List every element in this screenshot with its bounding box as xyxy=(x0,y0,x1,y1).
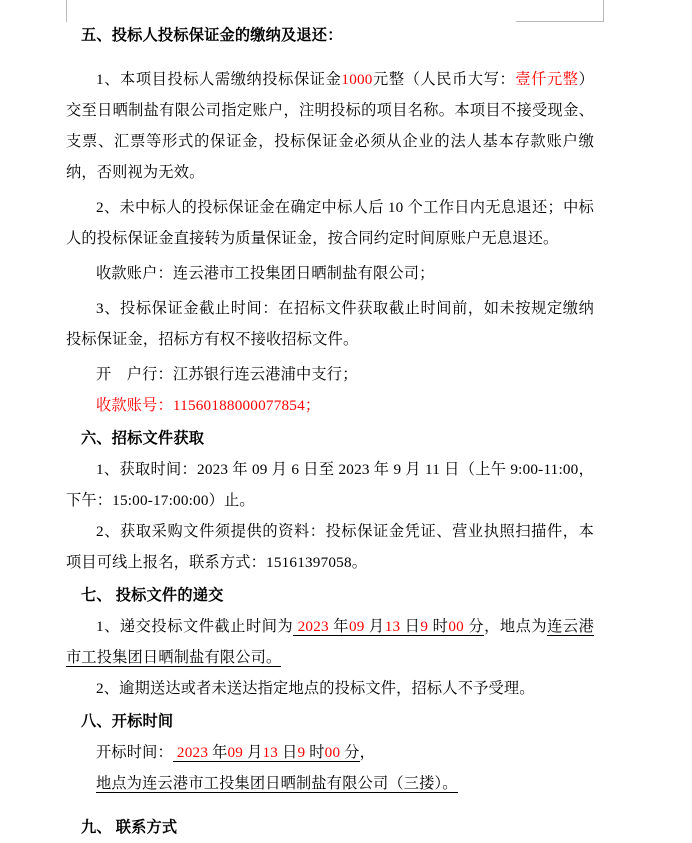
para-5-1 xyxy=(66,64,594,188)
para-6-1: 1、获取时间：2023 年 09 月 6 日至 2023 年 9 月 11 日（上午 9:00-11:00，下午：15:00-17:00:00）止。 xyxy=(66,461,594,509)
label-day: 日 xyxy=(404,618,421,635)
para-5-bank-branch: 开 户行：江苏银行连云港浦中支行； xyxy=(96,366,358,383)
submission-deadline-hour: 9 xyxy=(420,618,433,635)
section-nine-heading: 九、 联系方式 xyxy=(81,819,178,836)
section-seven-heading: 七、 投标文件的递交 xyxy=(81,587,224,604)
label-month-2: 月 xyxy=(247,744,263,761)
label-hour-2: 时 xyxy=(309,744,325,761)
section-eight-heading: 八、开标时间 xyxy=(81,713,174,730)
submission-deadline-year: 2023 xyxy=(293,618,334,635)
para-5-1-seg-0: 1、本项目投标人需缴纳投标保证金 xyxy=(96,71,342,88)
opening-time-hour: 9 xyxy=(297,744,310,761)
para-8-1-seg-11: ， xyxy=(359,744,376,761)
submission-deadline-month: 09 xyxy=(348,618,369,635)
para-7-2: 2、逾期送达或者未送达指定地点的投标文件，招标人不予受理。 xyxy=(96,680,535,697)
submission-deadline-day: 13 xyxy=(384,618,405,635)
label-minute: 分 xyxy=(468,618,485,635)
bid-bond-amount-words: 壹仟元整 xyxy=(515,71,579,88)
opening-time-day: 13 xyxy=(262,744,283,761)
document-body xyxy=(66,18,594,843)
opening-time-minute: 00 xyxy=(324,744,345,761)
page-corner-mark-right xyxy=(603,0,604,22)
label-day-2: 日 xyxy=(282,744,298,761)
para-8-1 xyxy=(66,737,594,768)
submission-deadline-minute: 00 xyxy=(448,618,469,635)
label-month: 月 xyxy=(368,618,385,635)
para-6-2: 2、获取采购文件须提供的资料：投标保证金凭证、营业执照扫描件，本项目可线上报名，联系方式：15161397058。 xyxy=(66,523,594,571)
bid-bond-amount-number: 1000 xyxy=(341,71,373,88)
para-5-payee-account-name: 收款账户：连云港市工投集团日晒制盐有限公司； xyxy=(96,265,435,282)
label-hour: 时 xyxy=(432,618,449,635)
para-8-2 xyxy=(66,768,594,799)
label-year-2: 年 xyxy=(212,744,228,761)
para-7-1-seg-11: ，地点为 xyxy=(484,618,548,635)
para-5-2: 2、未中标人的投标保证金在确定中标人后 10 个工作日内无息退还；中标人的投标保证金直接转为质量保证金，按合同约定时间原账户无息退还。 xyxy=(66,199,594,247)
para-8-1-seg-0: 开标时间： xyxy=(96,744,173,761)
label-year: 年 xyxy=(333,618,349,635)
section-six-heading: 六、招标文件获取 xyxy=(81,430,205,447)
para-5-1-seg-4: ）交至日晒制盐有限公司指定账户，注明投标的项目名称。本项目不接受现金、支票、汇票等形式的保证金，投标保证金必须从企业的法人基本存款账户缴纳，否则视为无效。 xyxy=(66,71,594,181)
opening-location: 地点为连云港市工投集团日晒制盐有限公司（三搂）。 xyxy=(96,775,458,792)
label-minute-2: 分 xyxy=(344,744,360,761)
submission-location: 连云港市工投集团日晒制盐有限公司。 xyxy=(66,618,595,666)
section-five-heading: 五、投标人投标保证金的缴纳及退还： xyxy=(81,27,343,44)
para-5-3: 3、投标保证金截止时间：在招标文件获取截止时间前，如未按规定缴纳投标保证金，招标方有权不接收招标文件。 xyxy=(66,300,594,348)
opening-time-month: 09 xyxy=(227,744,248,761)
opening-time-year: 2023 xyxy=(172,744,213,761)
para-5-account-number: 收款账号：11560188000077854； xyxy=(96,397,321,414)
para-7-1 xyxy=(66,611,594,673)
para-7-1-seg-0: 1、递交投标文件截止时间为 xyxy=(96,618,294,635)
para-5-1-seg-2: 元整（人民币大写： xyxy=(372,71,516,88)
